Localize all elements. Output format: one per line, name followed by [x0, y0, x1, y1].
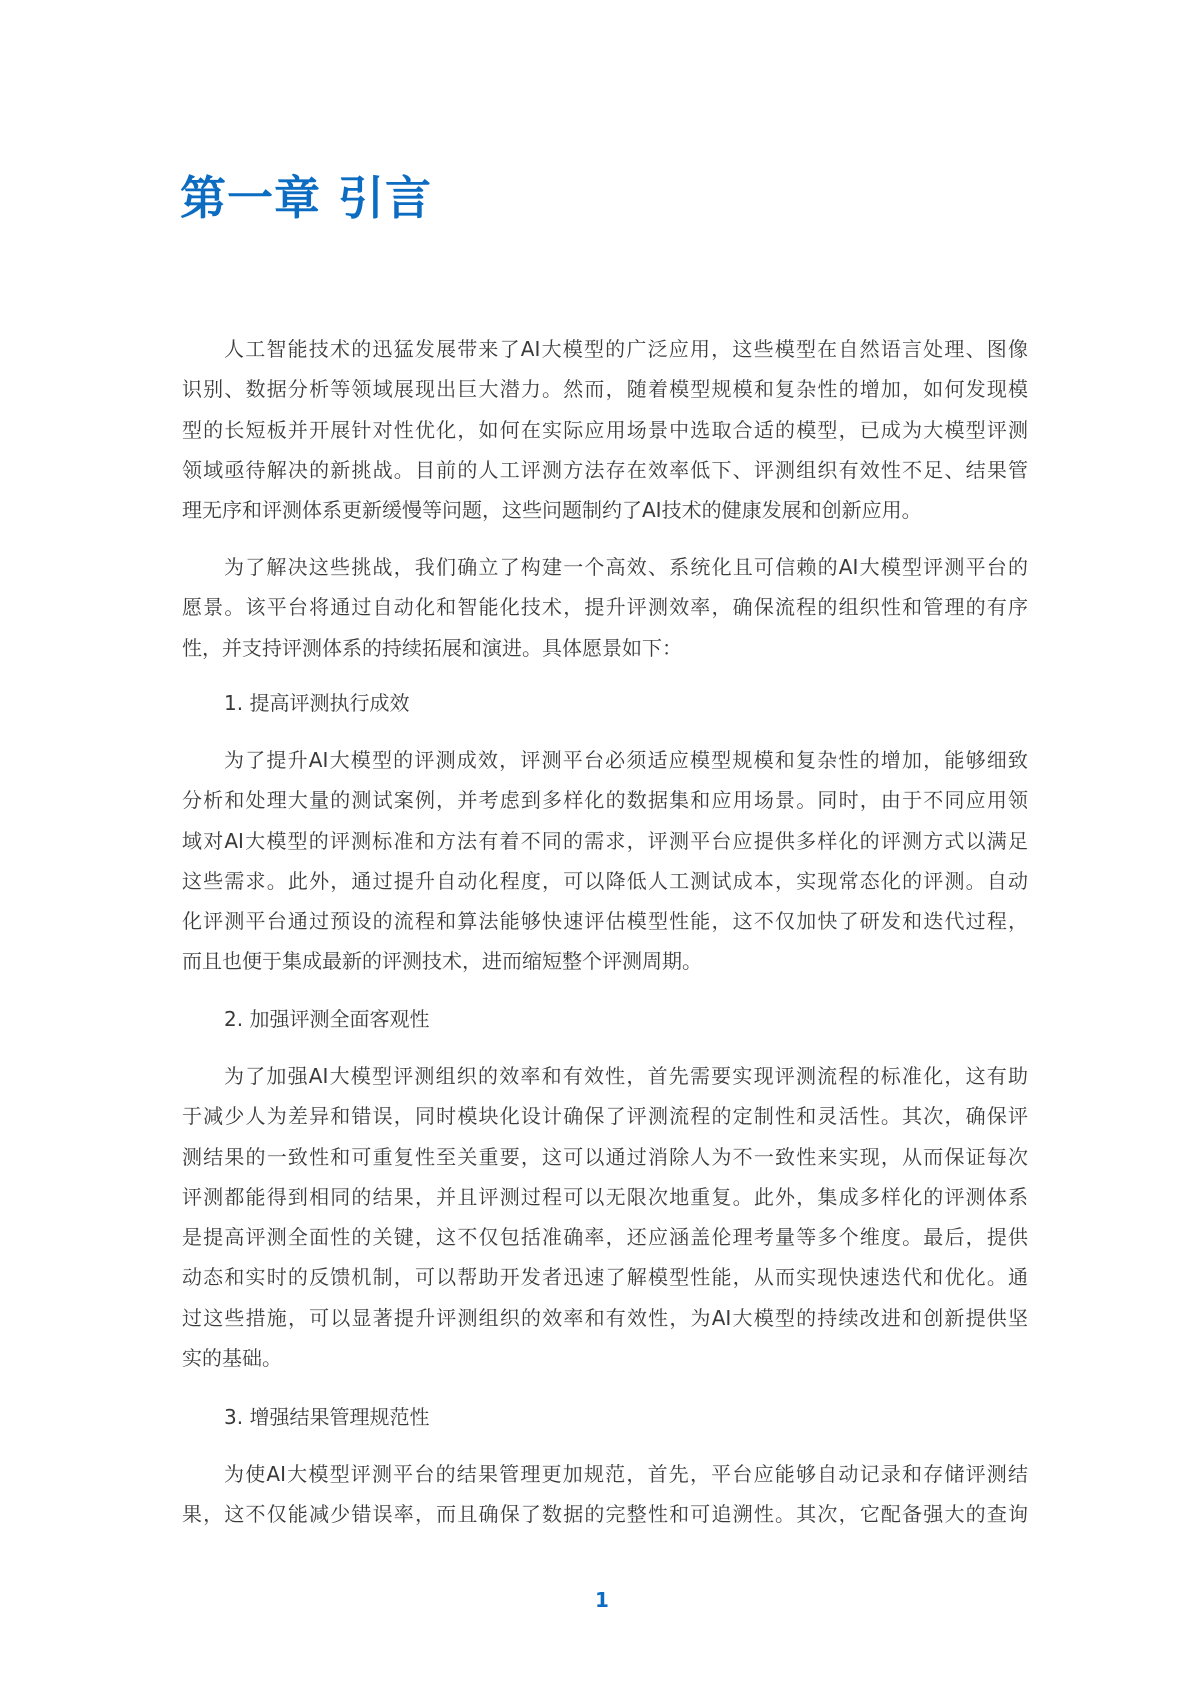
paragraph-vision [182, 547, 1028, 668]
text-line: 愿景。该平台将通过自动化和智能化技术，提升评测效率，确保流程的组织性和管理的有序 [182, 595, 1028, 620]
paragraph-section-3 [182, 1454, 1028, 1535]
text-line: 为了解决这些挑战，我们确立了构建一个高效、系统化且可信赖的AI大模型评测平台的 [224, 555, 1028, 579]
section-heading-3: 3. 增强结果管理规范性 [224, 1405, 430, 1429]
text-line: 为了加强AI大模型评测组织的效率和有效性，首先需要实现评测流程的标准化，这有助 [224, 1064, 1028, 1088]
text-line: 而且也便于集成最新的评测技术，进而缩短整个评测周期。 [182, 949, 702, 974]
page-number: 1 [595, 1588, 609, 1612]
paragraph-intro [182, 329, 1028, 530]
text-line: 动态和实时的反馈机制，可以帮助开发者迅速了解模型性能，从而实现快速迭代和优化。通 [182, 1265, 1028, 1290]
text-line: 于减少人为差异和错误，同时模块化设计确保了评测流程的定制性和灵活性。其次，确保评 [182, 1104, 1028, 1129]
text-line: 测结果的一致性和可重复性至关重要，这可以通过消除人为不一致性来实现，从而保证每次 [182, 1144, 1028, 1169]
paragraph-section-2 [182, 1056, 1028, 1378]
text-line: 化评测平台通过预设的流程和算法能够快速评估模型性能，这不仅加快了研发和迭代过程， [182, 909, 1028, 934]
chapter-title: 第一章 引言 [180, 171, 433, 225]
text-line: 分析和处理大量的测试案例，并考虑到多样化的数据集和应用场景。同时，由于不同应用领 [182, 788, 1028, 813]
text-line: 实的基础。 [182, 1346, 282, 1371]
text-line: 域对AI大模型的评测标准和方法有着不同的需求，评测平台应提供多样化的评测方式以满足 [182, 828, 1028, 853]
text-line: 是提高评测全面性的关键，这不仅包括准确率，还应涵盖伦理考量等多个维度。最后，提供 [182, 1225, 1028, 1250]
text-line: 型的长短板并开展针对性优化，如何在实际应用场景中选取合适的模型，已成为大模型评测 [182, 417, 1028, 442]
text-line: 性，并支持评测体系的持续拓展和演进。具体愿景如下： [182, 635, 682, 660]
text-line: 过这些措施，可以显著提升评测组织的效率和有效性，为AI大模型的持续改进和创新提供坚 [182, 1305, 1028, 1330]
text-line: 领域亟待解决的新挑战。目前的人工评测方法存在效率低下、评测组织有效性不足、结果管 [182, 457, 1028, 482]
text-line: 为使AI大模型评测平台的结果管理更加规范，首先，平台应能够自动记录和存储评测结 [224, 1462, 1028, 1486]
text-line: 果，这不仅能减少错误率，而且确保了数据的完整性和可追溯性。其次，它配备强大的查询 [182, 1502, 1028, 1527]
text-line: 识别、数据分析等领域展现出巨大潜力。然而，随着模型规模和复杂性的增加，如何发现模 [182, 377, 1028, 402]
paragraph-section-1 [182, 740, 1028, 982]
text-line: 评测都能得到相同的结果，并且评测过程可以无限次地重复。此外，集成多样化的评测体系 [182, 1184, 1028, 1209]
section-heading-2: 2. 加强评测全面客观性 [224, 1007, 430, 1031]
text-line: 为了提升AI大模型的评测成效，评测平台必须适应模型规模和复杂性的增加，能够细致 [224, 748, 1028, 772]
text-line: 人工智能技术的迅猛发展带来了AI大模型的广泛应用，这些模型在自然语言处理、图像 [224, 337, 1028, 361]
section-heading-1: 1. 提高评测执行成效 [224, 691, 410, 715]
text-line: 这些需求。此外，通过提升自动化程度，可以降低人工测试成本，实现常态化的评测。自动 [182, 868, 1028, 893]
text-line: 理无序和评测体系更新缓慢等问题，这些问题制约了AI技术的健康发展和创新应用。 [182, 498, 922, 523]
